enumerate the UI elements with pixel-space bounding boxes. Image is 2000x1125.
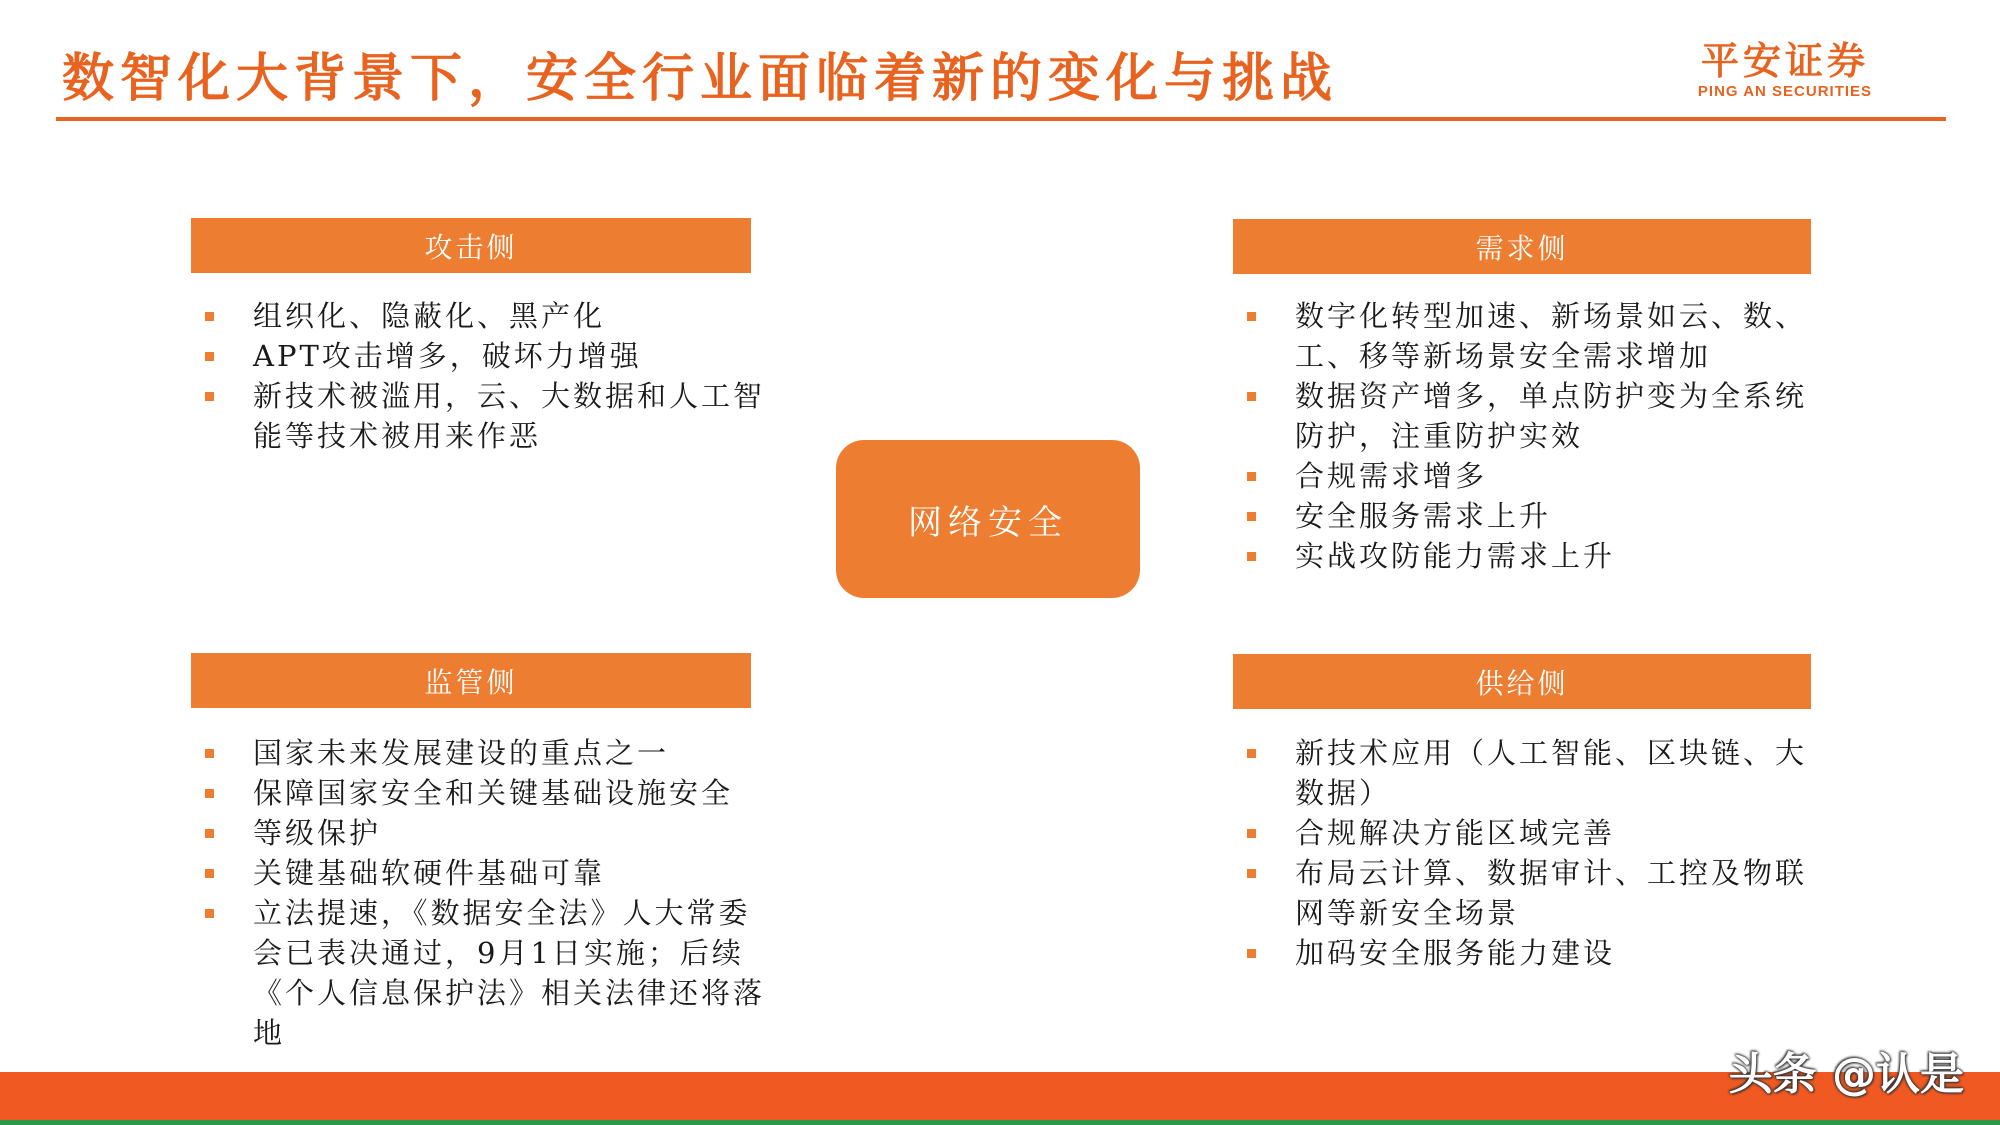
attack-side-list — [191, 296, 771, 456]
list-item: 保障国家安全和关键基础设施安全 — [191, 773, 771, 813]
regulation-side-list — [191, 733, 771, 1053]
attack-side-header — [191, 218, 751, 273]
list-item: 组织化、隐蔽化、黑产化 — [191, 296, 771, 336]
bullet-icon — [205, 869, 214, 878]
list-item: 关键基础软硬件基础可靠 — [191, 853, 771, 893]
bullet-icon — [1247, 749, 1256, 758]
list-item: 立法提速，《数据安全法》人大常委会已表决通过，9月1日实施；后续《个人信息保护法》相关法律还将落地 — [191, 893, 771, 1053]
demand-side-title: 需求侧 — [1475, 231, 1569, 265]
list-item: 新技术应用（人工智能、区块链、大数据） — [1233, 733, 1833, 813]
logo-text-cn: 平安证券 — [1700, 39, 1869, 83]
bullet-icon — [1247, 312, 1256, 321]
supply-side-list — [1233, 733, 1833, 973]
attack-side-title: 攻击侧 — [424, 230, 518, 264]
regulation-side-title: 监管侧 — [424, 665, 518, 699]
list-item: APT攻击增多，破坏力增强 — [191, 336, 771, 376]
title-divider — [56, 117, 1946, 121]
regulation-side-header — [191, 653, 751, 708]
demand-side-header — [1233, 219, 1811, 274]
list-item: 数据资产增多，单点防护变为全系统防护，注重防护实效 — [1233, 376, 1833, 456]
list-item: 加码安全服务能力建设 — [1233, 933, 1833, 973]
list-item: 合规解决方能区域完善 — [1233, 813, 1833, 853]
bullet-icon — [1247, 472, 1256, 481]
bullet-icon — [1247, 829, 1256, 838]
page-title: 数智化大背景下，安全行业面临着新的变化与挑战 — [62, 48, 1339, 109]
bullet-icon — [205, 312, 214, 321]
list-item: 布局云计算、数据审计、工控及物联网等新安全场景 — [1233, 853, 1833, 933]
bullet-icon — [1247, 949, 1256, 958]
bullet-icon — [1247, 552, 1256, 561]
list-item: 新技术被滥用，云、大数据和人工智能等技术被用来作恶 — [191, 376, 771, 456]
list-item: 合规需求增多 — [1233, 456, 1833, 496]
bullet-icon — [205, 829, 214, 838]
bullet-icon — [1247, 869, 1256, 878]
list-item: 实战攻防能力需求上升 — [1233, 536, 1833, 576]
footer-accent-line — [0, 1120, 2000, 1125]
center-topic-label: 网络安全 — [908, 502, 1068, 543]
list-item: 等级保护 — [191, 813, 771, 853]
demand-side-list — [1233, 296, 1833, 576]
bullet-icon — [205, 789, 214, 798]
bullet-icon — [205, 352, 214, 361]
list-item: 数字化转型加速、新场景如云、数、工、移等新场景安全需求增加 — [1233, 296, 1833, 376]
bullet-icon — [205, 749, 214, 758]
bullet-icon — [1247, 392, 1256, 401]
bullet-icon — [205, 392, 214, 401]
supply-side-title: 供给侧 — [1475, 666, 1569, 700]
list-item: 国家未来发展建设的重点之一 — [191, 733, 771, 773]
list-item: 安全服务需求上升 — [1233, 496, 1833, 536]
bullet-icon — [1247, 512, 1256, 521]
supply-side-header — [1233, 654, 1811, 709]
logo-text-en: PING AN SECURITIES — [1697, 83, 1873, 100]
company-logo — [1640, 40, 1930, 110]
center-topic-box — [836, 440, 1140, 598]
footer-bar — [0, 1072, 2000, 1120]
bullet-icon — [205, 909, 214, 918]
watermark-text: 头条 @认是 — [1728, 1049, 1964, 1100]
